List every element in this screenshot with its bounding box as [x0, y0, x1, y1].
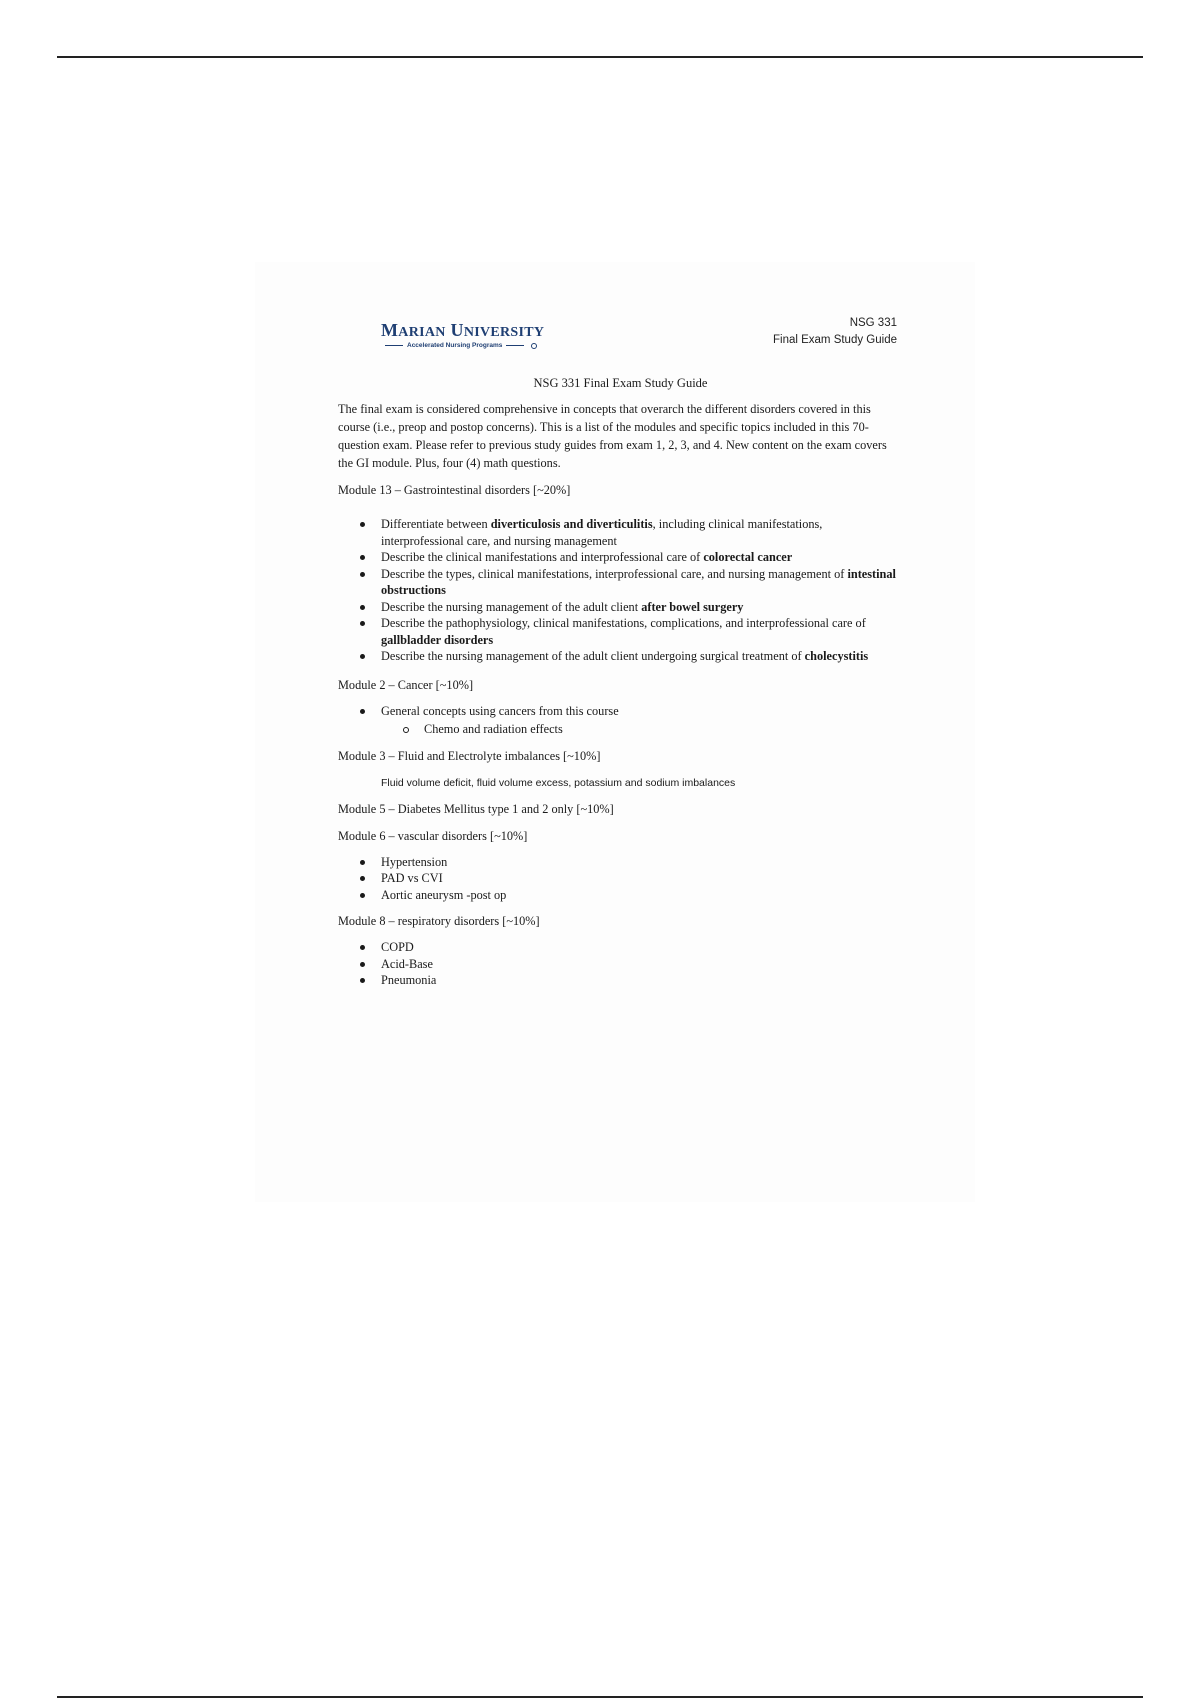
module-2-heading: Module 2 – Cancer [~10%]: [338, 677, 474, 692]
logo-name: MARIAN UNIVERSITY: [381, 320, 545, 340]
bottom-rule: [57, 1696, 1143, 1698]
list-item: Hypertension: [338, 854, 903, 871]
module-6-list: [338, 854, 903, 904]
page-header-right: [773, 315, 897, 349]
list-item: Describe the types, clinical manifestations, interprofessional care, and nursing management of intestinal obstructions: [338, 566, 903, 599]
module-13-list: [338, 516, 903, 665]
module-2-list: [338, 703, 903, 738]
document-body: [338, 375, 903, 989]
list-item: Differentiate between diverticulosis and diverticulitis, including clinical manifestations, interprofessional care, and nursing management: [338, 516, 903, 549]
module-3-heading: Module 3 – Fluid and Electrolyte imbalances [~10%]: [338, 748, 601, 763]
list-item: PAD vs CVI: [338, 870, 903, 887]
list-item: Acid-Base: [338, 956, 903, 973]
module-13-heading: Module 13 – Gastrointestinal disorders [~20%]: [338, 483, 571, 497]
logo-subtitle: Accelerated Nursing Programs: [381, 342, 556, 349]
marian-university-logo: [381, 320, 556, 349]
list-item: General concepts using cancers from this course Chemo and radiation effects: [338, 703, 903, 738]
module-3-note: Fluid volume deficit, fluid volume excess, potassium and sodium imbalances: [381, 776, 736, 789]
module-2-sublist: [381, 721, 903, 738]
module-8-list: [338, 939, 903, 989]
list-item: Describe the clinical manifestations and interprofessional care of colorectal cancer: [338, 549, 903, 566]
list-item: COPD: [338, 939, 903, 956]
module-6-heading: Module 6 – vascular disorders [~10%]: [338, 828, 528, 843]
intro-paragraph: The final exam is considered comprehensive in concepts that overarch the different disorders covered in this course (i.e., preop and postop concerns). This is a list of the modules and specific topics included in this 70-question exam. Please refer to previous study guides from exam 1, 2, 3, and 4. New content on the exam covers the GI module. Plus, four (4) math questions.: [338, 402, 887, 470]
course-code: NSG 331: [849, 317, 897, 329]
list-item: Describe the nursing management of the adult client undergoing surgical treatment of cholecystitis: [338, 648, 903, 665]
document-page: [255, 262, 975, 1202]
sub-list-item: Chemo and radiation effects: [381, 721, 903, 738]
list-item: Pneumonia: [338, 972, 903, 989]
module-5-heading: Module 5 – Diabetes Mellitus type 1 and 2 only [~10%]: [338, 801, 614, 816]
top-rule: [57, 56, 1143, 58]
list-item: Describe the nursing management of the adult client after bowel surgery: [338, 599, 903, 616]
module-8-heading: Module 8 – respiratory disorders [~10%]: [338, 914, 540, 928]
list-item: Aortic aneurysm -post op: [338, 887, 903, 904]
document-title: NSG 331 Final Exam Study Guide: [533, 376, 708, 390]
doc-label: Final Exam Study Guide: [772, 334, 897, 346]
list-item: Describe the pathophysiology, clinical manifestations, complications, and interprofessional care of gallbladder disorders: [338, 615, 903, 648]
